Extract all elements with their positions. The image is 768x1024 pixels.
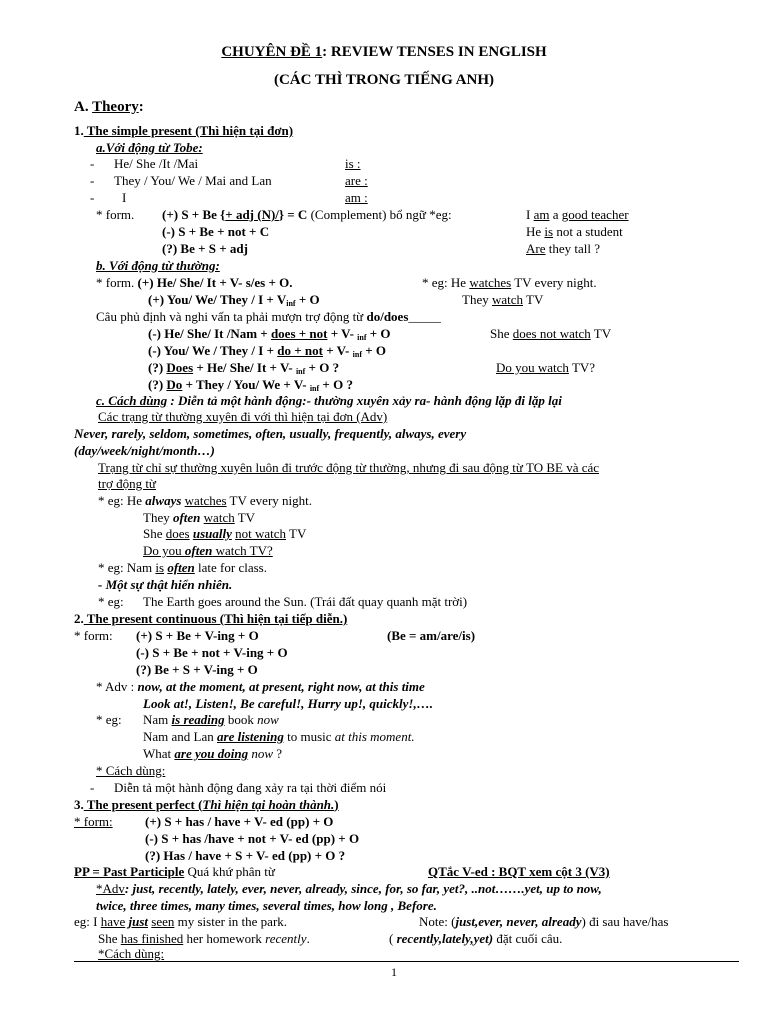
footer-rule — [74, 961, 739, 962]
s2-example-2: Nam and Lan are listening to music at this moment. — [143, 729, 415, 744]
s1-normal-form-positive-2: (+) You/ We/ They / $I + V_{inf} + O$ — [148, 292, 320, 308]
s1-adverbs-list-2: (day/week/night/month…) — [74, 443, 215, 458]
s2-usage-dash: - — [90, 780, 95, 795]
s1-negative-example: She does not watch TV — [490, 326, 612, 341]
s1-tobe-heading: a.Với động từ Tobe: — [96, 140, 203, 155]
s1-adverbs-list-1: Never, rarely, seldom, sometimes, often, usually, frequently, always, every — [74, 426, 467, 441]
title-line-1 — [0, 42, 768, 62]
s1-normal-example-2: They watch TV — [462, 292, 544, 307]
s1-tobe-row-2-subject: They / You/ We / Mai and Lan — [114, 173, 272, 188]
s2-example-1: Nam is reading book now — [143, 712, 279, 727]
s1-adverb-rule-2: trợ động từ — [98, 476, 156, 491]
s1-tobe-example-1: I am a good teacher — [526, 207, 629, 222]
s1-aux-note: Câu phủ định và nghi vấn ta phải mượn trợ động từ do/does_____ — [96, 309, 441, 324]
title-line-2: (CÁC THÌ TRONG TIẾNG ANH) — [273, 72, 495, 88]
s1-form-negative: (-) S + Be + not + C — [162, 224, 270, 239]
title-topic: CHUYÊN ĐỀ 1 — [221, 44, 323, 60]
s2-heading: 2. The present continuous (Thì hiện tại tiếp diễn.) — [74, 611, 348, 626]
s1-tobe-row-2: - — [90, 173, 95, 188]
s1-fact-example-label: * eg: — [98, 594, 124, 609]
s1-tobe-example-2: He is not a student — [526, 224, 623, 239]
s1-negative-1: (-) He/ She/ It /Nam + does + not + V- $_{inf}$ + O — [148, 326, 391, 342]
s1-negative-2: (-) You/ We / They / I + do + not + V- $_{inf}$ + O — [148, 343, 387, 359]
s3-pp-note: PP = Past Participle Quá khứ phân từ — [74, 864, 275, 879]
s1-form-positive-formula: (+) S + Be {+ adj (N)/} = C (Complement) bổ ngữ *eg: — [162, 207, 452, 222]
s1-tobe-row-3-verb: am : — [345, 190, 368, 205]
s1-example-often: They often watch TV — [143, 510, 256, 525]
s1-usage: c. Cách dùng : Diễn tả một hành động:- thường xuyên xảy ra- hành động lặp đi lặp lại — [96, 393, 562, 408]
s1-tobe-row-2-verb: are : — [345, 173, 368, 188]
s3-adverbs-2: twice, three times, many times, several times, how long , Before. — [96, 898, 437, 913]
s1-tobe-row-3-subject: I — [122, 190, 127, 205]
s3-form-question: (?) Has / have + S + V- ed (pp) + O ? — [145, 848, 346, 863]
s2-form-label: * form: — [74, 628, 113, 643]
s2-eg-label: * eg: — [96, 712, 122, 727]
s3-form-label: * form: — [74, 814, 113, 829]
s2-usage-heading: * Cách dùng: — [96, 763, 166, 778]
s1-form-positive: * form. — [96, 207, 135, 222]
s1-question-1: (?) Does + He/ She/ It + V- $_{inf}$ + O ? — [148, 360, 340, 376]
s1-tobe-row-3: - — [90, 190, 95, 205]
s1-example-usually: She does usually not watch TV — [143, 526, 307, 541]
s3-example-1: eg: I have just seen my sister in the park. — [74, 914, 288, 929]
s3-note-1: Note: (just,ever, never, already) đi sau have/has — [419, 914, 669, 929]
s1-example-question: Do you often watch TV? — [143, 543, 273, 558]
s1-tobe-row-1: - — [90, 156, 95, 171]
s2-form-negative: (-) S + Be + not + V-ing + O — [136, 645, 288, 660]
s3-form-positive: (+) S + has / have + V- ed (pp) + O — [145, 814, 334, 829]
s2-form-question: (?) Be + S + V-ing + O — [136, 662, 258, 677]
s1-form-question: (?) Be + S + adj — [162, 241, 248, 256]
s1-example-tobe: * eg: Nam is often late for class. — [98, 560, 267, 575]
s3-form-negative: (-) S + has /have + not + V- ed (pp) + O — [145, 831, 360, 846]
s2-example-3: What are you doing now ? — [143, 746, 283, 761]
s1-fact-heading: - Một sự thật hiển nhiên. — [98, 577, 233, 592]
s1-tobe-row-1-subject: He/ She /It /Mai — [114, 156, 199, 171]
s3-note-2: ( recently,lately,yet) đặt cuối câu. — [389, 931, 563, 946]
s1-normal-example-1: * eg: He watches TV every night. — [422, 275, 597, 290]
s2-usage-text: Diễn tả một hành động đang xảy ra tại thời điểm nói — [114, 780, 387, 795]
s3-heading: 3. The present perfect (Thì hiện tại hoàn thành.) — [74, 797, 339, 812]
s1-tobe-row-1-verb: is : — [345, 156, 361, 171]
s3-adverbs-1: *Adv: just, recently, lately, ever, never, already, since, for, so far, yet?, ..not…….yet, up to now, — [96, 881, 602, 896]
section-a-heading: A. Theory: — [74, 99, 144, 115]
title-main: : REVIEW TENSES IN ENGLISH — [322, 44, 547, 60]
s1-normal-form-positive: * form. (+) He/ She/ It + V- s/es + O. — [96, 275, 293, 290]
s2-form-positive: (+) S + Be + V-ing + O — [136, 628, 259, 643]
s3-example-2: She has finished her homework recently. — [98, 931, 310, 946]
s1-normal-verb-heading: b. Với động từ thường: — [96, 258, 220, 273]
s2-adverbs-2: Look at!, Listen!, Be careful!, Hurry up!, quickly!,…. — [143, 696, 433, 711]
s1-fact-example: The Earth goes around the Sun. (Trái đất quay quanh mặt trời) — [143, 594, 468, 609]
s2-adverbs: * Adv : now, at the moment, at present, right now, at this time — [96, 679, 425, 694]
s1-question-example: Do you watch TV? — [496, 360, 596, 375]
s1-example-always: * eg: He always watches TV every night. — [98, 493, 312, 508]
page-number: 1 — [391, 965, 397, 979]
s3-usage-heading: *Cách dùng: — [98, 946, 165, 961]
s1-heading: 1. The simple present (Thì hiện tại đơn) — [74, 123, 294, 138]
s1-adverb-rule-1: Trạng từ chỉ sự thường xuyên luôn đi trước động từ thường, nhưng đi sau động từ TO BE và các — [98, 460, 600, 475]
s1-tobe-example-3: Are they tall ? — [526, 241, 601, 256]
s1-question-2: (?) Do + They / You/ We + V- $_{inf}$ + O ? — [148, 377, 353, 393]
s2-be-note: (Be = am/are/is) — [387, 628, 476, 643]
s1-adverbs-heading: Các trạng từ thường xuyên đi với thì hiện tại đơn (Adv) — [98, 409, 388, 424]
s3-rule-note: QTắc V-ed : BQT xem cột 3 (V3) — [428, 864, 610, 879]
